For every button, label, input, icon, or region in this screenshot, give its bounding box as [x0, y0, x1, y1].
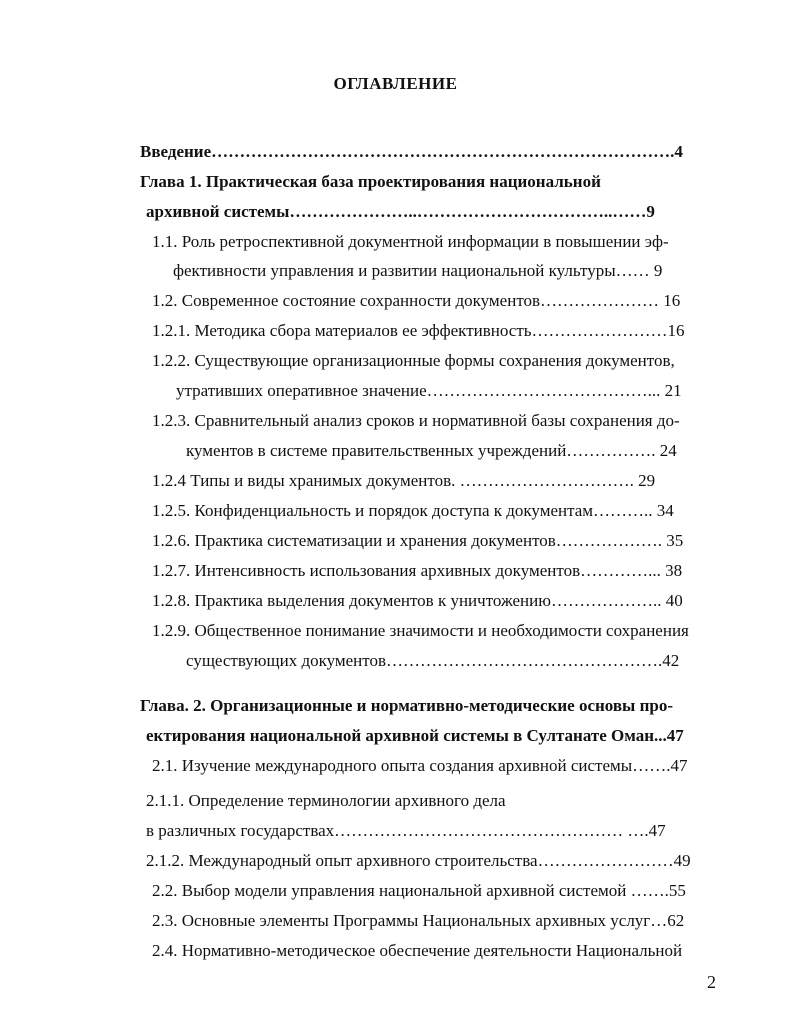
toc-entry-2-1-2: 2.1.2. Международный опыт архивного строительства……………………49: [146, 851, 691, 870]
toc-entry-1-2-2-cont: утративших оперативное значение…………………………………... 21: [176, 381, 682, 400]
toc-entry-introduction: Введение……………………………………………………………………….4: [140, 142, 683, 161]
toc-entry-1-2-6: 1.2.6. Практика систематизации и хранения документов………………. 35: [152, 531, 684, 550]
toc-entry-1-2-2: 1.2.2. Существующие организационные формы сохранения документов,: [152, 351, 675, 370]
toc-entry-1-2: 1.2. Современное состояние сохранности документов………………… 16: [152, 291, 681, 310]
toc-entry-1-1: 1.1. Роль ретроспективной документной информации в повышении эф-: [152, 232, 669, 251]
toc-entry-1-2-8: 1.2.8. Практика выделения документов к уничтожению……………….. 40: [152, 591, 683, 610]
toc-entry-chapter-2-cont: ектирования национальной архивной системы в Султанате Оман...47: [146, 726, 684, 745]
toc-entry-chapter-1-cont: архивной системы…………………..……………………………..……9: [146, 202, 655, 221]
toc-entry-1-2-9: 1.2.9. Общественное понимание значимости и необходимости сохранения: [152, 621, 689, 640]
toc-entry-2-2: 2.2. Выбор модели управления национальной архивной системой …….55: [152, 881, 686, 900]
toc-entry-1-2-1: 1.2.1. Методика сбора материалов ее эффективность……………………16: [152, 321, 685, 340]
toc-entry-2-3: 2.3. Основные элементы Программы Национальных архивных услуг…62: [152, 911, 685, 930]
toc-entry-1-2-4: 1.2.4 Типы и виды хранимых документов. …………………………. 29: [152, 471, 656, 490]
toc-entry-1-2-3-cont: кументов в системе правительственных учреждений……………. 24: [186, 441, 677, 460]
toc-entry-2-1: 2.1. Изучение международного опыта создания архивной системы…….47: [152, 756, 688, 775]
page-title: ОГЛАВЛЕНИЕ: [333, 74, 458, 93]
toc-entry-2-1-1: 2.1.1. Определение терминологии архивного дела: [146, 791, 506, 810]
toc-entry-chapter-1: Глава 1. Практическая база проектирования национальной: [140, 172, 601, 191]
toc-entry-2-1-1-cont: в различных государствах…………………………………………… ….47: [146, 821, 666, 840]
toc-entry-1-1-cont: фективности управления и развитии национальной культуры…… 9: [173, 261, 663, 280]
toc-entry-1-2-7: 1.2.7. Интенсивность использования архивных документов…………... 38: [152, 561, 683, 580]
toc-entry-chapter-2: Глава. 2. Организационные и нормативно-методические основы про-: [140, 696, 673, 715]
toc-entry-1-2-5: 1.2.5. Конфиденциальность и порядок доступа к документам……….. 34: [152, 501, 674, 520]
toc-entry-1-2-3: 1.2.3. Сравнительный анализ сроков и нормативной базы сохранения до-: [152, 411, 680, 430]
toc-entry-1-2-9-cont: существующих документов………………………………………….42: [186, 651, 680, 670]
toc-entry-2-4: 2.4. Нормативно-методическое обеспечение деятельности Национальной: [152, 941, 683, 960]
page-number: 2: [707, 972, 716, 992]
